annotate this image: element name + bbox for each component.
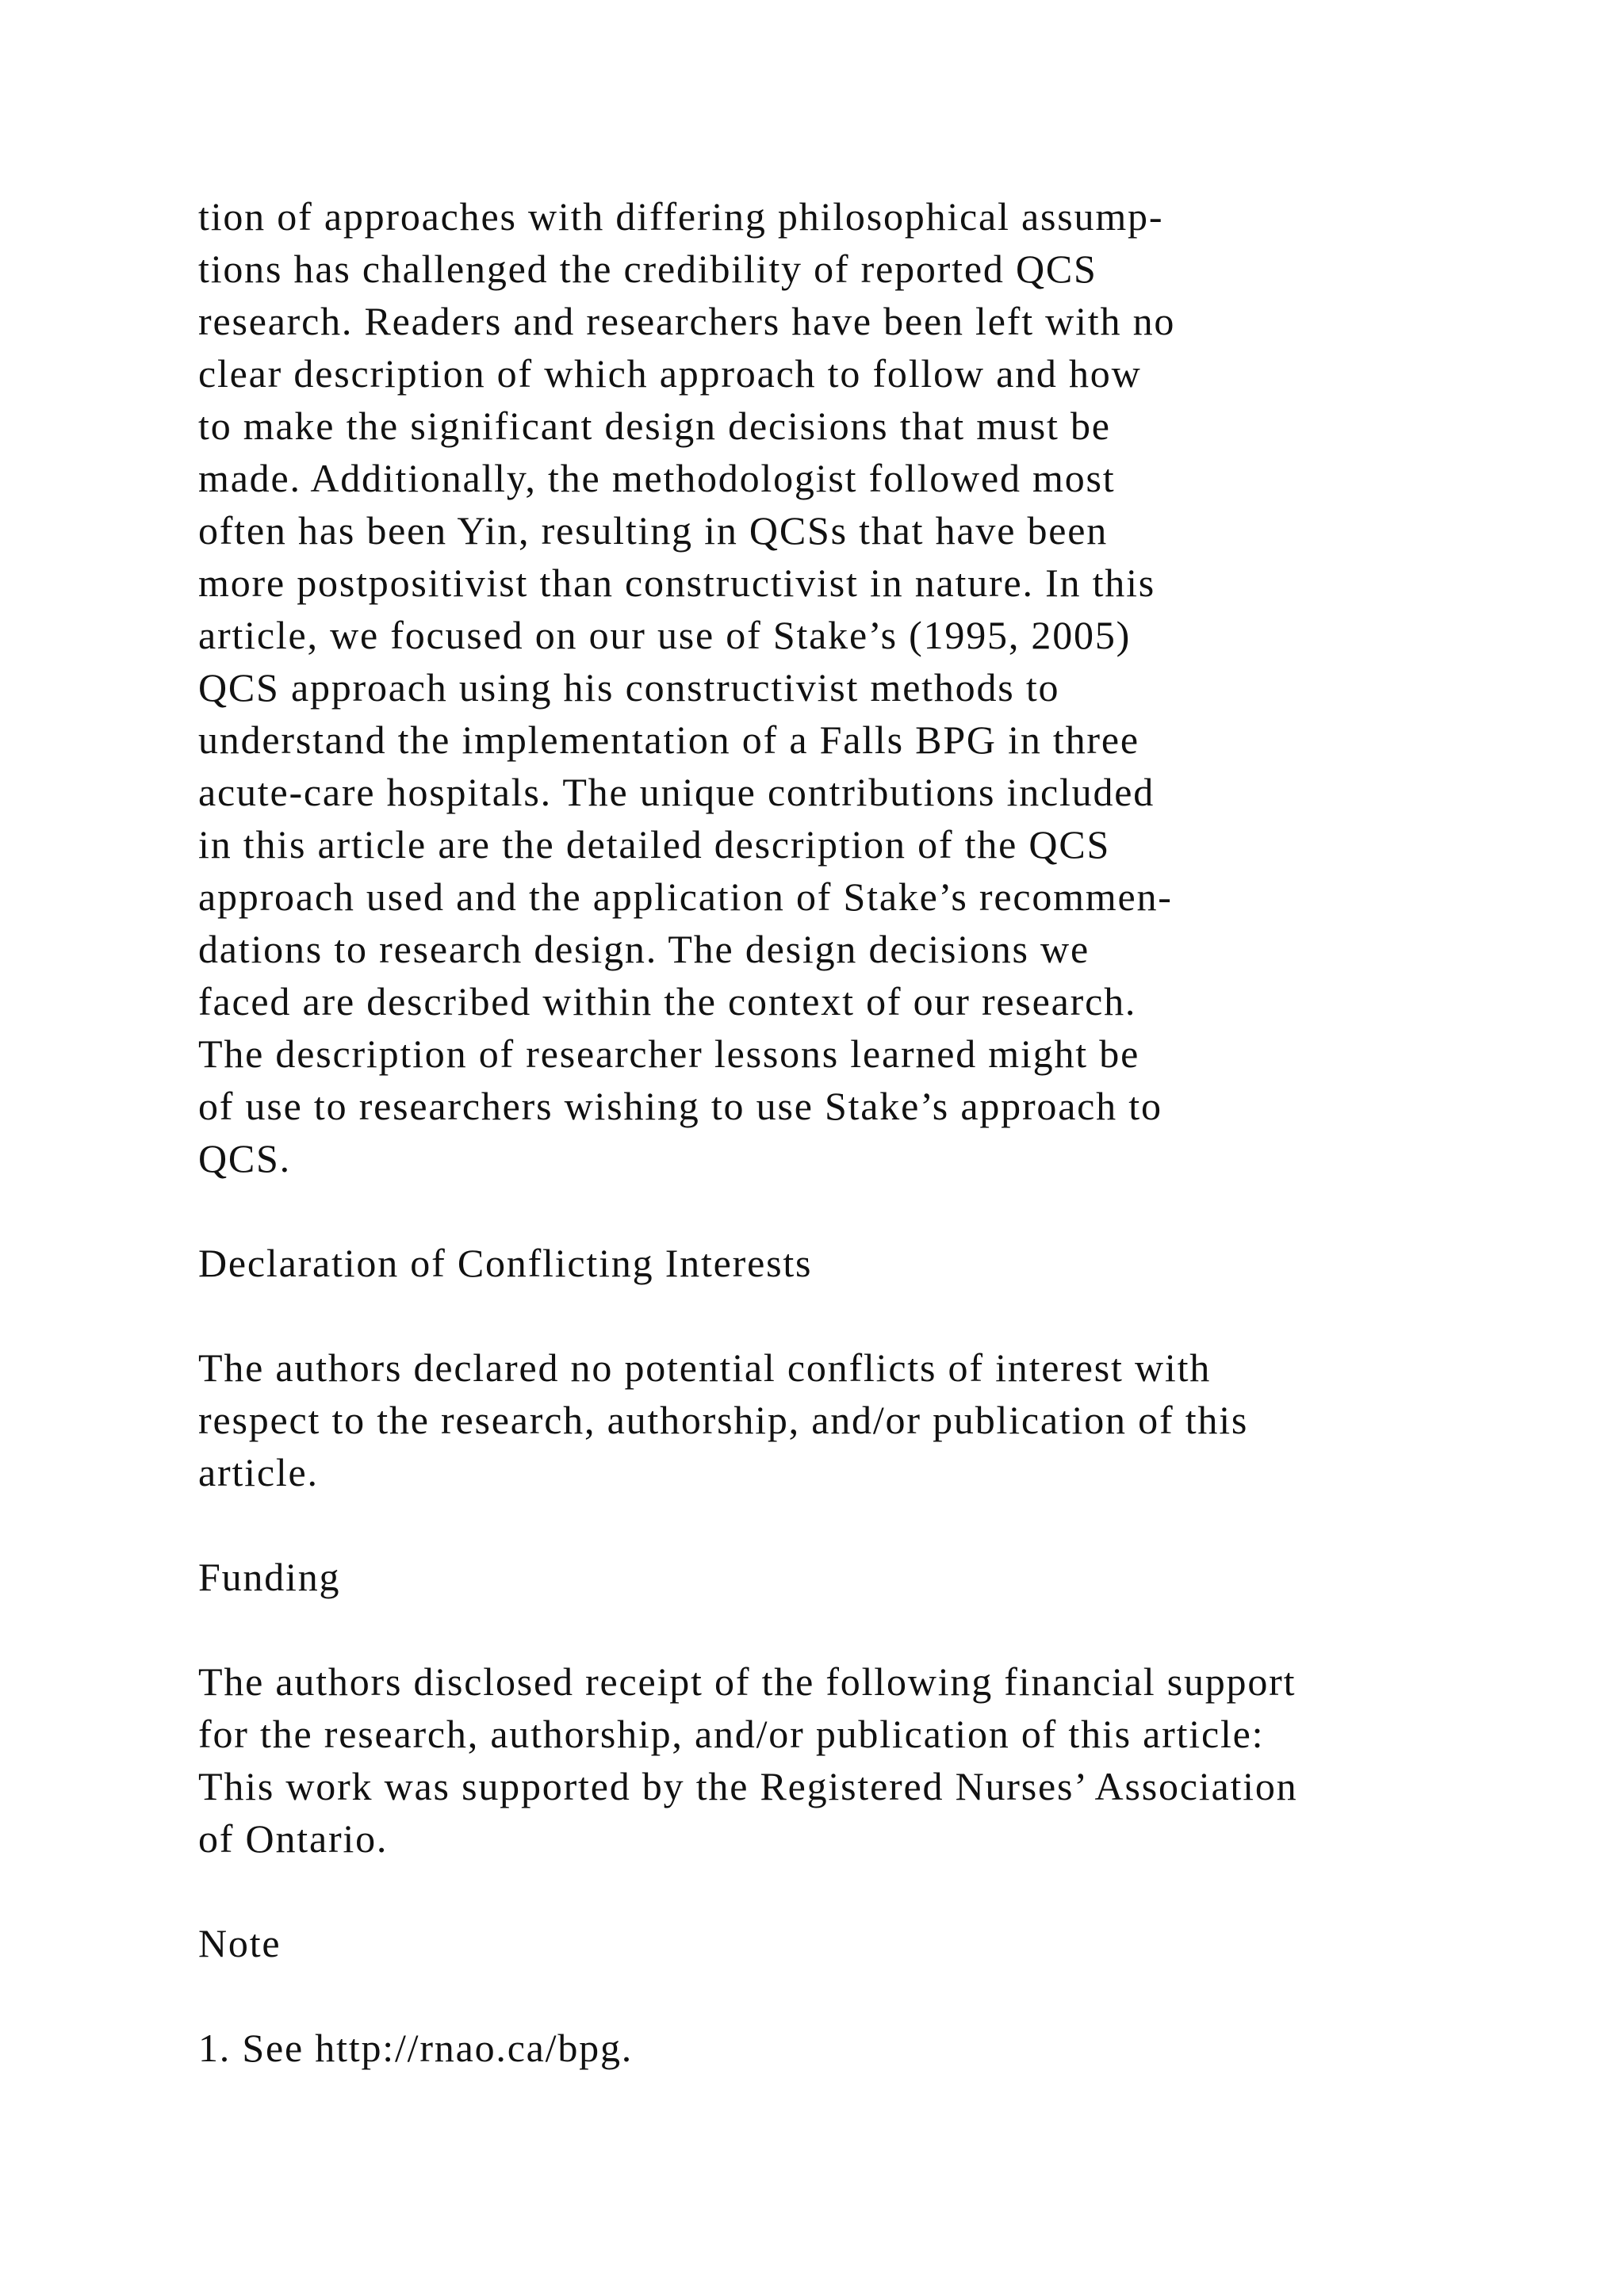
- text-line: article.: [198, 1450, 319, 1494]
- conflict-paragraph: [198, 1341, 1530, 1498]
- text-line: often has been Yin, resulting in QCSs that have been: [198, 508, 1109, 553]
- funding-paragraph: [198, 1655, 1530, 1865]
- text-line: of use to researchers wishing to use Stake’s approach to: [198, 1084, 1162, 1128]
- paragraph-spacer: [198, 1603, 1530, 1655]
- text-line: The authors declared no potential conflicts of interest with: [198, 1345, 1212, 1390]
- text-line: research. Readers and researchers have been left with no: [198, 299, 1176, 343]
- text-line: QCS.: [198, 1136, 291, 1181]
- text-line: respect to the research, authorship, and/or publication of this: [198, 1398, 1249, 1442]
- text-line: faced are described within the context of our research.: [198, 979, 1137, 1024]
- paragraph-spacer: [198, 1969, 1530, 2022]
- text-line: for the research, authorship, and/or publication of this article:: [198, 1712, 1265, 1756]
- note-item: 1. See http://rnao.ca/bpg.: [198, 2026, 634, 2070]
- text-line: clear description of which approach to follow and how: [198, 351, 1142, 396]
- text-line: to make the significant design decisions that must be: [198, 404, 1111, 448]
- text-line: article, we focused on our use of Stake’s (1995, 2005): [198, 613, 1132, 657]
- text-line: The authors disclosed receipt of the following financial support: [198, 1659, 1297, 1704]
- text-line: understand the implementation of a Falls BPG in three: [198, 718, 1139, 762]
- text-line: of Ontario.: [198, 1816, 389, 1861]
- funding-heading: Funding: [198, 1555, 341, 1599]
- text-line: dations to research design. The design decisions we: [198, 927, 1090, 971]
- note-heading: Note: [198, 1921, 282, 1965]
- text-line: in this article are the detailed description of the QCS: [198, 822, 1111, 867]
- document-body: [198, 190, 1530, 2074]
- paragraph-spacer: [198, 1184, 1530, 1237]
- text-line: tion of approaches with differing philosophical assump-: [198, 194, 1164, 239]
- paragraph-spacer: [198, 1498, 1530, 1551]
- text-line: acute-care hospitals. The unique contributions included: [198, 770, 1155, 814]
- paragraph-spacer: [198, 1865, 1530, 1917]
- text-line: The description of researcher lessons learned might be: [198, 1031, 1140, 1076]
- text-line: more postpositivist than constructivist in nature. In this: [198, 561, 1156, 605]
- text-line: approach used and the application of Stake’s recommen-: [198, 874, 1173, 919]
- text-line: This work was supported by the Registered Nurses’ Association: [198, 1764, 1298, 1808]
- text-line: QCS approach using his constructivist methods to: [198, 665, 1060, 710]
- conflict-heading: Declaration of Conflicting Interests: [198, 1241, 813, 1285]
- text-line: tions has challenged the credibility of reported QCS: [198, 247, 1097, 291]
- conclusion-paragraph: [198, 190, 1530, 1184]
- text-line: made. Additionally, the methodologist followed most: [198, 456, 1116, 500]
- paragraph-spacer: [198, 1289, 1530, 1341]
